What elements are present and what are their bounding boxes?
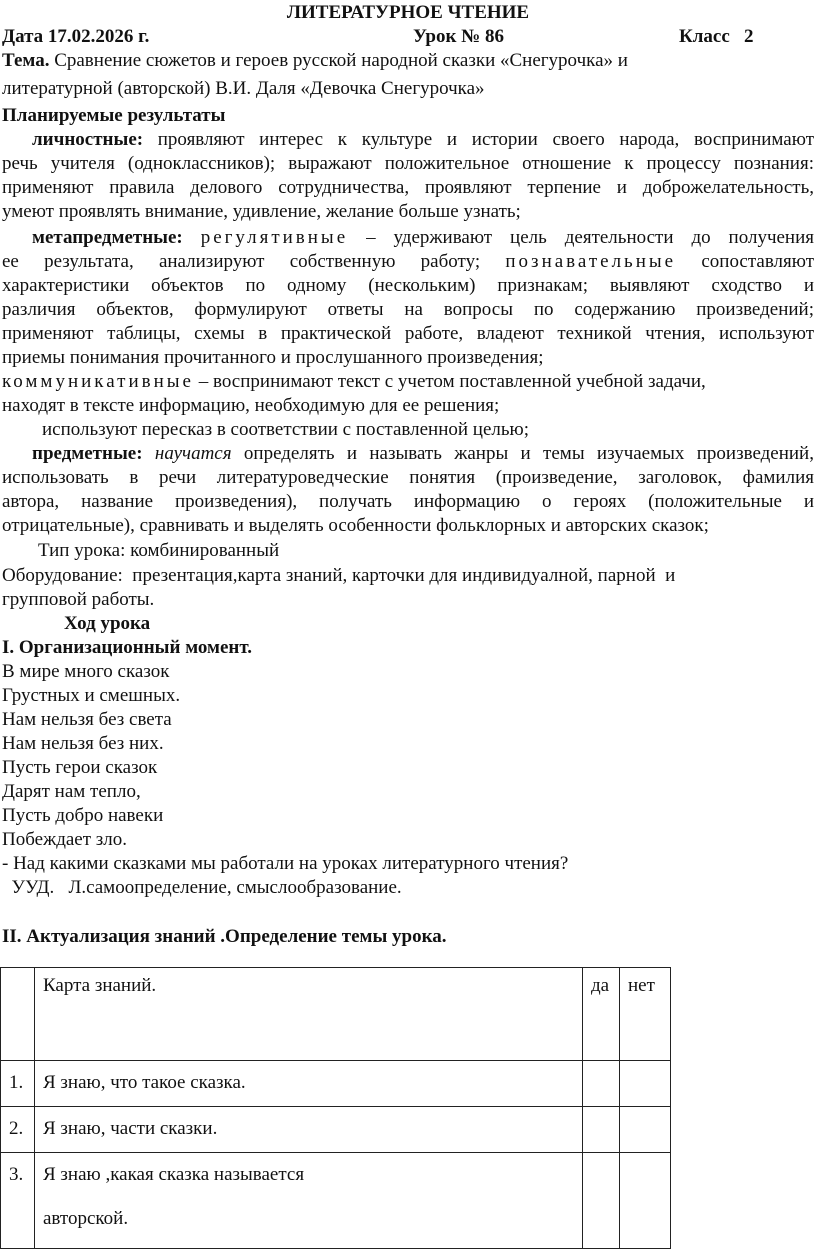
poem-line: Пусть герои сказок [2, 757, 158, 778]
table-row [1, 1061, 671, 1107]
comm-line-3: используют пересказ в соответствии с поставленной целью; [42, 419, 530, 440]
topic-text-1: Сравнение сюжетов и героев русской народной сказки «Снегурочка» и [49, 50, 628, 71]
poem-line: В мире много сказок [2, 661, 170, 682]
table-row [1, 1153, 671, 1249]
meta-label: метапредметные: [32, 227, 183, 248]
poem-line: Побеждает зло. [2, 829, 128, 850]
meta-line-5: применяют таблицы, схемы в практической работе, владеют техникой чтения, используют [2, 323, 814, 344]
poem-line: Нам нельзя без них. [2, 733, 164, 754]
lesson-date: Дата 17.02.2026 г. [2, 26, 150, 47]
row-statement: Я знаю, части сказки. [35, 1107, 583, 1153]
equipment-line-1: Оборудование: презентация,карта знаний, карточки для индивидуалной, парной и [2, 565, 676, 586]
section-1-heading: I. Организационный момент. [2, 637, 253, 658]
table-row [1, 1107, 671, 1153]
poem-line: Пусть добро навеки [2, 805, 164, 826]
personal-line-1: личностные: проявляют интерес к культуре и истории своего народа, воспринимают [32, 129, 814, 150]
personal-line-4: умеют проявлять внимание, удивление, желание больше узнать; [2, 201, 521, 222]
uud-note: УУД. Л.самоопределение, смыслообразование. [2, 877, 402, 898]
poem-line: Грустных и смешных. [2, 685, 181, 706]
yes-answer-cell[interactable] [583, 1107, 620, 1153]
poem-line: Нам нельзя без света [2, 709, 172, 730]
cognitive-label: познавательные [505, 251, 677, 272]
meta-line-3: характеристики объектов по одному (нескольким) признакам; выявляют сходство и [2, 275, 814, 296]
personal-label: личностные: [32, 129, 144, 150]
comm-line-2: находят в тексте информацию, необходимую для ее решения; [2, 395, 500, 416]
row-number: 3. [1, 1153, 35, 1249]
topic-label: Тема. [2, 50, 50, 71]
regulative-label: регулятивные [200, 227, 349, 248]
table-header-yes: да [583, 968, 620, 1061]
subject-line-2: использовать в речи литературоведческие понятия (произведение, заголовок, фамилия [2, 467, 814, 488]
meta-line-4: различия объектов, формулируют ответы на вопросы по содержанию произведений; [2, 299, 814, 320]
table-header-row [1, 968, 671, 1061]
topic-line-2: литературной (авторской) В.И. Даля «Девочка Снегурочка» [2, 78, 485, 99]
subject-line-4: отрицательные), сравнивать и выделять особенности фольклорных и авторских сказок; [2, 515, 709, 536]
comm-line-1: коммуникативные – воспринимают текст с учетом поставленной учебной задачи, [2, 371, 706, 392]
row-statement: Я знаю ,какая сказка называется авторской. [35, 1153, 583, 1249]
meta-line-6: приемы понимания прочитанного и прослушанного произведения; [2, 347, 544, 368]
page-title: ЛИТЕРАТУРНОЕ ЧТЕНИЕ [286, 2, 530, 23]
results-heading: Планируемые результаты [2, 105, 226, 126]
personal-line-2: речь учителя (одноклассников); выражают положительное отношение к процессу познания: [2, 153, 814, 174]
teacher-question: - Над какими сказками мы работали на уроках литературного чтения? [2, 853, 569, 874]
poem-line: Дарят нам тепло, [2, 781, 141, 802]
table-cell-empty [1, 968, 35, 1061]
knowledge-map-table [0, 967, 671, 1249]
no-answer-cell[interactable] [620, 1153, 671, 1249]
table-header-no: нет [620, 968, 671, 1061]
personal-line-3: применяют правила делового сотрудничества, проявляют терпение и доброжелательность, [2, 177, 814, 198]
meta-line-2: ее результата, анализируют собственную работу; познавательные сопоставляют [2, 251, 815, 272]
table-header-title: Карта знаний. [35, 968, 583, 1061]
no-answer-cell[interactable] [620, 1107, 671, 1153]
meta-line-1: метапредметные: регулятивные – удерживают цель деятельности до получения [32, 227, 815, 248]
subject-label: предметные: [32, 443, 143, 464]
row-statement: Я знаю, что такое сказка. [35, 1061, 583, 1107]
subject-line-3: автора, название произведения), получать информацию о героях (положительные и [2, 491, 814, 512]
communicative-label: коммуникативные [2, 371, 194, 392]
subject-line-1: предметные: научатся определять и называть жанры и темы изучаемых произведений, [32, 443, 814, 464]
grade: Класс 2 [679, 26, 754, 47]
lesson-type: Тип урока: комбинированный [38, 540, 280, 561]
row-number: 2. [1, 1107, 35, 1153]
topic-line-1 [2, 49, 814, 73]
section-2-heading: II. Актуализация знаний .Определение темы урока. [2, 926, 447, 947]
equipment-line-2: групповой работы. [2, 589, 155, 610]
no-answer-cell[interactable] [620, 1061, 671, 1107]
yes-answer-cell[interactable] [583, 1153, 620, 1249]
yes-answer-cell[interactable] [583, 1061, 620, 1107]
lesson-number: Урок № 86 [413, 26, 504, 47]
course-heading: Ход урока [64, 613, 151, 634]
row-number: 1. [1, 1061, 35, 1107]
